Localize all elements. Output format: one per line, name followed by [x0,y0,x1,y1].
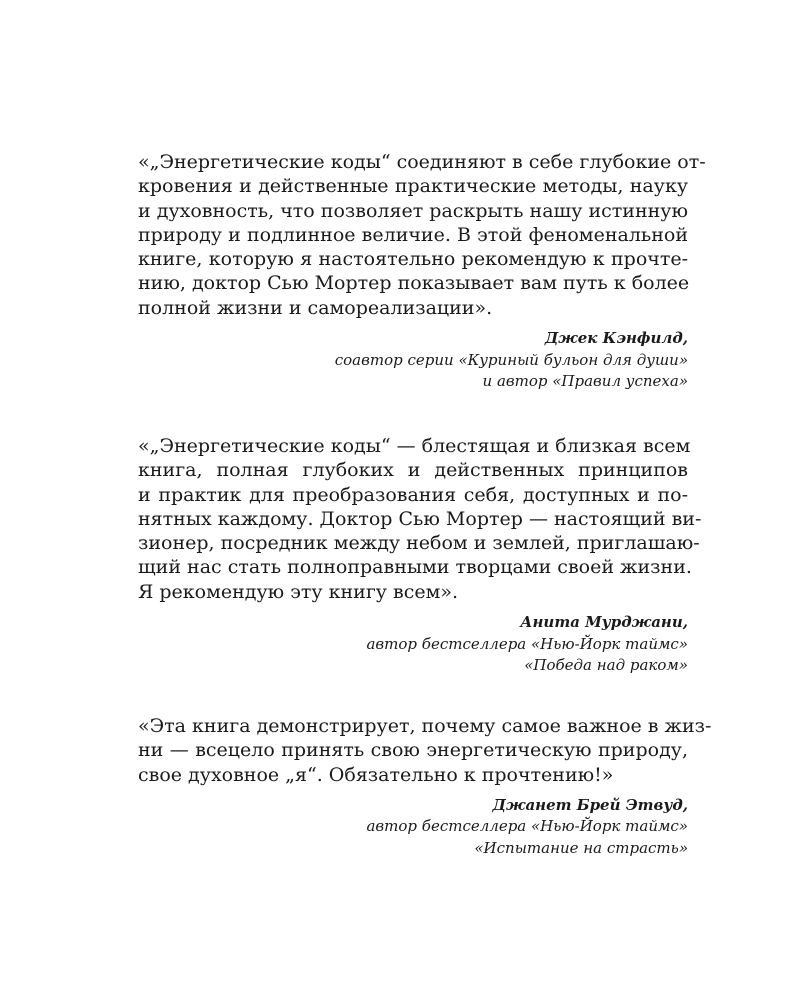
author-name: Джанет Брей Этвуд, [492,795,688,814]
quote-line: зионер, посредник между небом и землей, приглашаю- [138,532,700,555]
author-credit: «Испытание на страсть» [474,838,688,857]
quote-line: «„Энергетические коды“ соединяют в себе глубокие от- [138,151,706,173]
author-credit: соавтор серии «Куриный бульон для души» [334,350,688,369]
author-credit: автор бестселлера «Нью-Йорк таймс» [366,817,688,836]
quote-line: и практик для преобразования себя, доступных и по- [138,483,688,506]
attribution [138,795,688,860]
author-name: Джек Кэнфилд, [544,329,688,348]
endorsement-1 [138,150,706,393]
quote-line: Я рекомендую эту книгу всем». [138,580,459,603]
quote-line: нию, доктор Сью Мортер показывает вам путь к более [138,272,690,295]
quote-line: свое духовное „я“. Обязательно к прочтению!» [138,763,614,786]
quote-line: и духовность, что позволяет раскрыть нашу истинную [138,199,688,222]
endorsement-3 [138,714,712,859]
quote-line: нятных каждому. Доктор Сью Мортер — настоящий ви- [138,507,702,530]
author-credit: автор бестселлера «Нью-Йорк таймс» [366,634,688,653]
quote-line: «Эта книга демонстрирует, почему самое важное в жиз- [138,715,712,737]
quote-text [138,150,706,320]
quote-line: кровения и действенные практические методы, науку [138,175,688,198]
quote-line: полной жизни и самореализации». [138,296,493,319]
attribution [138,328,688,393]
quote-line: книге, которую я настоятельно рекомендую к прочте- [138,248,688,271]
quote-line: «„Энергетические коды“ — блестящая и близкая всем [138,435,691,457]
quote-line: щий нас стать полноправными творцами своей жизни. [138,556,692,579]
author-credit: и автор «Правил успеха» [482,372,688,391]
quote-line: природу и подлинное величие. В этой феноменальной [138,223,688,246]
quote-line: книга, полная глубоких и действенных принципов [138,459,688,482]
quote-text [138,714,712,787]
attribution [138,612,688,677]
quote-line: ни — всецело принять свою энергетическую природу, [138,739,688,762]
author-name: Анита Мурджани, [520,613,688,632]
endorsement-2 [138,434,702,677]
quote-text [138,434,702,604]
author-credit: «Победа над раком» [524,656,688,675]
